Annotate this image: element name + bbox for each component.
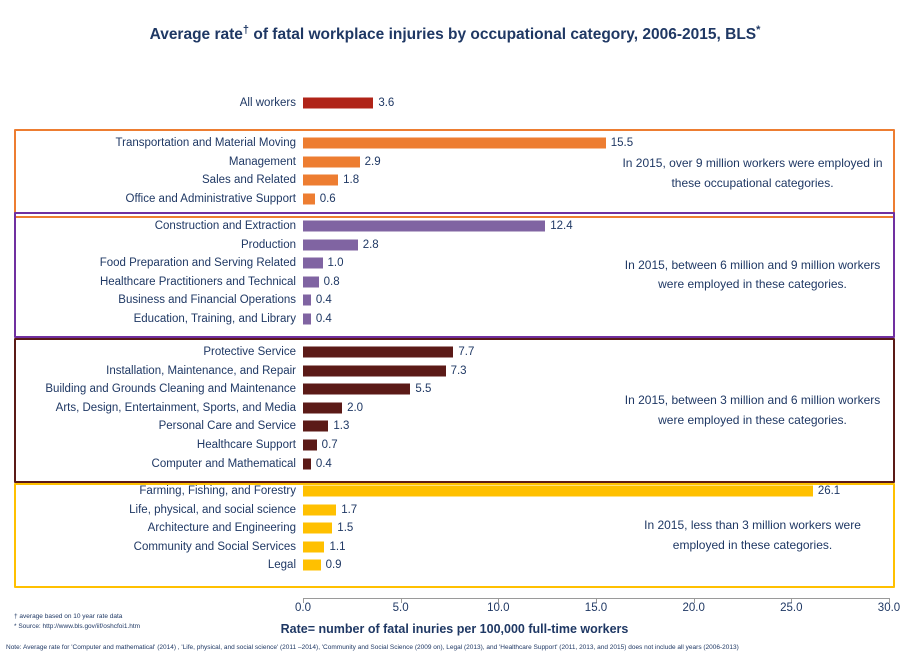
bar-value-label: 1.7 [341, 503, 358, 516]
category-label: Healthcare Support [196, 439, 296, 451]
bar-value-label: 15.5 [610, 137, 634, 149]
bar [303, 560, 321, 571]
category-label: Protective Service [203, 346, 296, 358]
category-label: Legal [267, 559, 296, 572]
bar [303, 421, 328, 432]
bar [303, 138, 606, 149]
footnote-source: * Source: http://www.bls.gov/iif/oshcfoi1.htm [14, 622, 141, 630]
bar [303, 258, 323, 269]
category-label: Building and Grounds Cleaning and Maintenance [45, 383, 296, 396]
bar-value-label: 0.9 [325, 559, 342, 572]
bar-value-label: 5.5 [415, 383, 432, 396]
category-label: Installation, Maintenance, and Repair [106, 364, 296, 377]
bar [303, 486, 813, 497]
bar-value-label: 3.6 [378, 97, 395, 109]
bar-value-label: 0.7 [321, 439, 338, 451]
bar [303, 402, 342, 413]
category-label: Life, physical, and social science [129, 503, 296, 516]
category-label: Farming, Fishing, and Forestry [139, 485, 296, 497]
bar-value-label: 2.8 [362, 238, 379, 251]
bar [303, 541, 324, 552]
bar-value-label: 12.4 [550, 220, 573, 232]
bar-value-label: 0.4 [315, 457, 332, 470]
bar [303, 384, 410, 395]
bar-value-label: 0.4 [315, 294, 332, 307]
group-note-less-than-three-million: In 2015, less than 3 million workers were employed in these categories. [644, 518, 861, 552]
bar [303, 221, 545, 232]
category-label: Business and Financial Operations [118, 294, 296, 307]
category-label: Computer and Mathematical [151, 457, 296, 470]
x-axis-tick-label: 5.0 [392, 602, 409, 614]
category-label: Production [241, 238, 296, 251]
bar-value-label: 0.6 [319, 192, 336, 205]
x-axis-title: Rate= number of fatal inuries per 100,000 full-time workers [280, 622, 629, 636]
bar [303, 276, 319, 287]
bar [303, 440, 317, 451]
x-axis-tick-label: 30.0 [877, 602, 901, 614]
category-label: Sales and Related [202, 174, 296, 187]
category-label: Office and Administrative Support [125, 192, 296, 205]
bar [303, 175, 338, 186]
category-label: Architecture and Engineering [147, 522, 296, 535]
group-note-over-9-million: In 2015, over 9 million workers were employed in these occupational categories. [622, 156, 883, 190]
category-label: Food Preparation and Serving Related [99, 257, 296, 270]
bar [303, 523, 332, 534]
bar-value-label: 2.9 [364, 155, 381, 168]
bar [303, 347, 453, 358]
bar-value-label: 1.1 [329, 540, 346, 553]
bar-value-label: 0.8 [323, 275, 340, 288]
bar-value-label: 1.3 [333, 420, 350, 433]
bar-value-label: 7.7 [458, 346, 475, 358]
category-label: Arts, Design, Entertainment, Sports, and Media [55, 401, 296, 414]
bar [303, 295, 311, 306]
category-label: Transportation and Material Moving [115, 137, 296, 149]
x-axis-tick-label: 0.0 [295, 602, 311, 614]
category-label: Community and Social Services [133, 540, 296, 553]
category-label: Education, Training, and Library [133, 313, 296, 325]
bar-value-label: 7.3 [450, 364, 467, 377]
category-label: Construction and Extraction [154, 220, 296, 232]
bar-value-label: 2.0 [347, 401, 364, 414]
category-label: All workers [239, 97, 296, 109]
footnote-dagger: † average based on 10 year rate data [14, 613, 123, 620]
bar [303, 365, 446, 376]
category-label: Management [228, 155, 296, 168]
footnote-note: Note: Average rate for 'Computer and mathematical' (2014) , 'Life, physical, and social science' (2011 –2014), 'Community and Social Science (2009 on), Legal (2013), and 'Healthcare Support' (2011, 2013, and 2015) does not include all years (2006-2013) [6, 644, 739, 651]
bar-value-label: 1.5 [337, 522, 354, 535]
chart-plot-area [0, 86, 909, 614]
x-axis-tick-label: 25.0 [780, 602, 803, 614]
bar [303, 156, 360, 167]
bar-value-label: 1.8 [343, 174, 360, 187]
bar [303, 193, 315, 204]
group-note-three-to-six-million: In 2015, between 3 million and 6 million workers were employed in these categories. [624, 393, 881, 427]
x-axis-tick-label: 15.0 [584, 602, 608, 614]
x-axis-tick-label: 10.0 [487, 602, 510, 614]
chart-title-text: Average rate† of fatal workplace injuries by occupational category, 2006-2015, BLS* [149, 24, 761, 44]
bar-value-label: 1.0 [327, 257, 344, 270]
category-label: Personal Care and Service [158, 420, 296, 433]
category-label: Healthcare Practitioners and Technical [99, 275, 296, 288]
bar [303, 98, 373, 109]
x-axis-tick-label: 20.0 [682, 602, 705, 614]
chart-title [90, 22, 820, 47]
group-note-six-to-nine-million: In 2015, between 6 million and 9 million workers were employed in these categories. [624, 257, 881, 291]
bar [303, 504, 336, 515]
bar-value-label: 26.1 [817, 485, 841, 497]
bar-value-label: 0.4 [315, 313, 332, 325]
bar [303, 314, 311, 325]
bar [303, 239, 358, 250]
footnotes [14, 612, 140, 632]
bar [303, 458, 311, 469]
